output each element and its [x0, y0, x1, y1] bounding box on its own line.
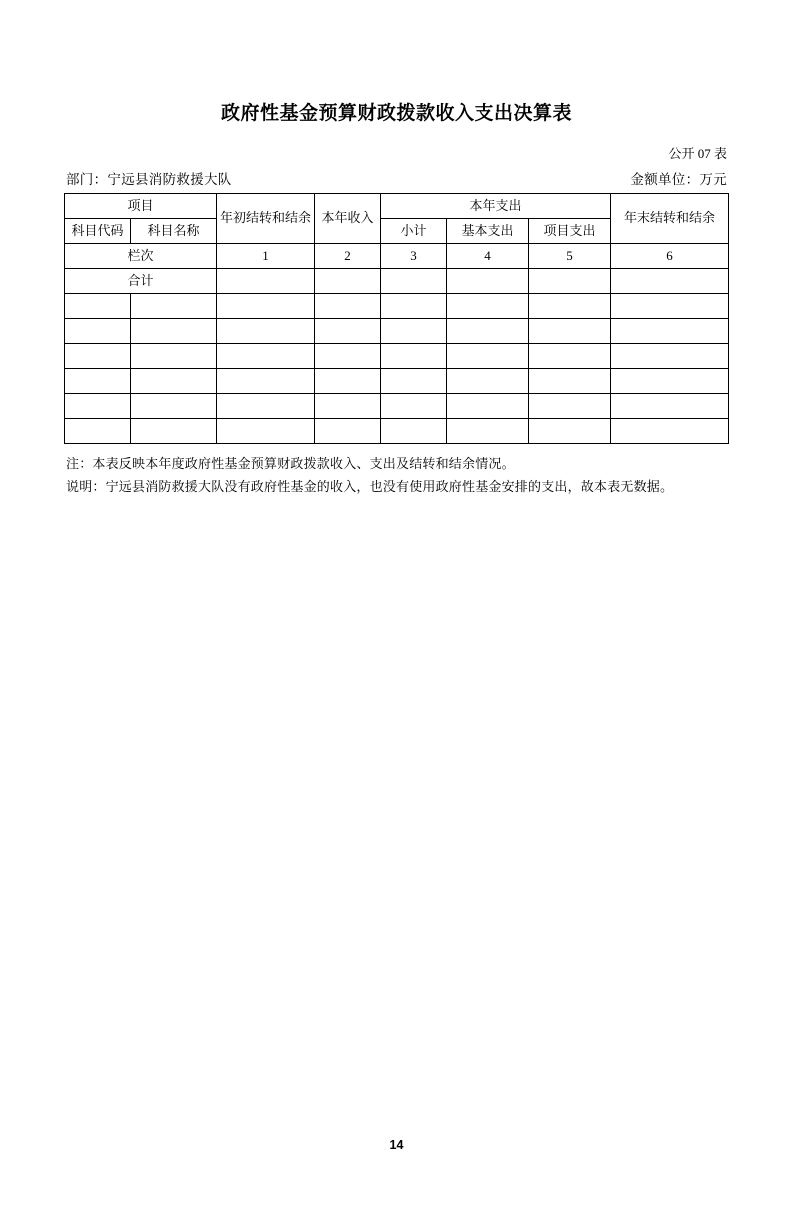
cell: [611, 294, 729, 319]
cell: [217, 369, 315, 394]
note-line-2: 说明：宁远县消防救援大队没有政府性基金的收入，也没有使用政府性基金安排的支出，故本表无数据。: [66, 478, 674, 494]
cell: [381, 319, 447, 344]
total-value-2: [315, 269, 381, 294]
total-value-1: [217, 269, 315, 294]
cell: [529, 344, 611, 369]
table-row: [65, 419, 729, 444]
page-number: 14: [389, 1138, 404, 1152]
amount-unit-label: 金额单位：万元: [630, 172, 727, 187]
cell: [65, 419, 131, 444]
table-row: [65, 294, 729, 319]
total-value-6: [611, 269, 729, 294]
cell: [131, 319, 217, 344]
column-number-4: 4: [447, 244, 529, 269]
cell: [529, 419, 611, 444]
table-total-row: [65, 269, 729, 294]
cell: [611, 419, 729, 444]
header-project-group: 项目: [65, 194, 217, 219]
department-label: 部门：宁远县消防救援大队: [66, 172, 232, 187]
table-row: [65, 369, 729, 394]
cell: [217, 344, 315, 369]
column-row-label: 栏次: [65, 244, 217, 269]
cell: [381, 419, 447, 444]
cell: [65, 344, 131, 369]
header-project-expense: 项目支出: [529, 219, 611, 244]
header-begin-balance: 年初结转和结余: [217, 194, 315, 244]
budget-table: [64, 193, 729, 444]
cell: [529, 394, 611, 419]
total-value-4: [447, 269, 529, 294]
cell: [447, 344, 529, 369]
cell: [447, 319, 529, 344]
cell: [315, 344, 381, 369]
column-number-6: 6: [611, 244, 729, 269]
cell: [217, 394, 315, 419]
cell: [315, 294, 381, 319]
cell: [217, 419, 315, 444]
cell: [131, 294, 217, 319]
cell: [611, 369, 729, 394]
column-number-2: 2: [315, 244, 381, 269]
cell: [315, 319, 381, 344]
form-number: 公开 07 表: [668, 146, 727, 161]
cell: [315, 394, 381, 419]
table-header-row-1: [65, 194, 729, 219]
header-subject-name: 科目名称: [131, 219, 217, 244]
meta-row: [64, 168, 729, 188]
cell: [529, 369, 611, 394]
cell: [447, 294, 529, 319]
table-row: [65, 344, 729, 369]
cell: [529, 294, 611, 319]
total-value-3: [381, 269, 447, 294]
cell: [447, 369, 529, 394]
header-year-expense-group: 本年支出: [381, 194, 611, 219]
cell: [65, 369, 131, 394]
total-row-label: 合计: [65, 269, 217, 294]
cell: [65, 294, 131, 319]
header-end-balance: 年末结转和结余: [611, 194, 729, 244]
cell: [381, 294, 447, 319]
table-row: [65, 394, 729, 419]
cell: [65, 394, 131, 419]
cell: [131, 394, 217, 419]
cell: [131, 419, 217, 444]
header-year-income: 本年收入: [315, 194, 381, 244]
cell: [315, 419, 381, 444]
cell: [381, 394, 447, 419]
total-value-5: [529, 269, 611, 294]
column-number-5: 5: [529, 244, 611, 269]
cell: [447, 419, 529, 444]
notes-block: [64, 453, 729, 499]
note-line-1: 注：本表反映本年度政府性基金预算财政拨款收入、支出及结转和结余情况。: [66, 456, 515, 471]
header-subject-code: 科目代码: [65, 219, 131, 244]
cell: [65, 319, 131, 344]
cell: [131, 369, 217, 394]
cell: [447, 394, 529, 419]
cell: [611, 394, 729, 419]
cell: [611, 344, 729, 369]
header-basic-expense: 基本支出: [447, 219, 529, 244]
page-title: 政府性基金预算财政拨款收入支出决算表: [220, 103, 572, 124]
cell: [217, 319, 315, 344]
cell: [217, 294, 315, 319]
cell: [529, 319, 611, 344]
column-number-3: 3: [381, 244, 447, 269]
table-row: [65, 319, 729, 344]
column-number-1: 1: [217, 244, 315, 269]
cell: [315, 369, 381, 394]
cell: [381, 344, 447, 369]
document-page: [0, 98, 793, 1220]
cell: [381, 369, 447, 394]
header-subtotal: 小计: [381, 219, 447, 244]
cell: [131, 344, 217, 369]
table-column-number-row: [65, 244, 729, 269]
cell: [611, 319, 729, 344]
